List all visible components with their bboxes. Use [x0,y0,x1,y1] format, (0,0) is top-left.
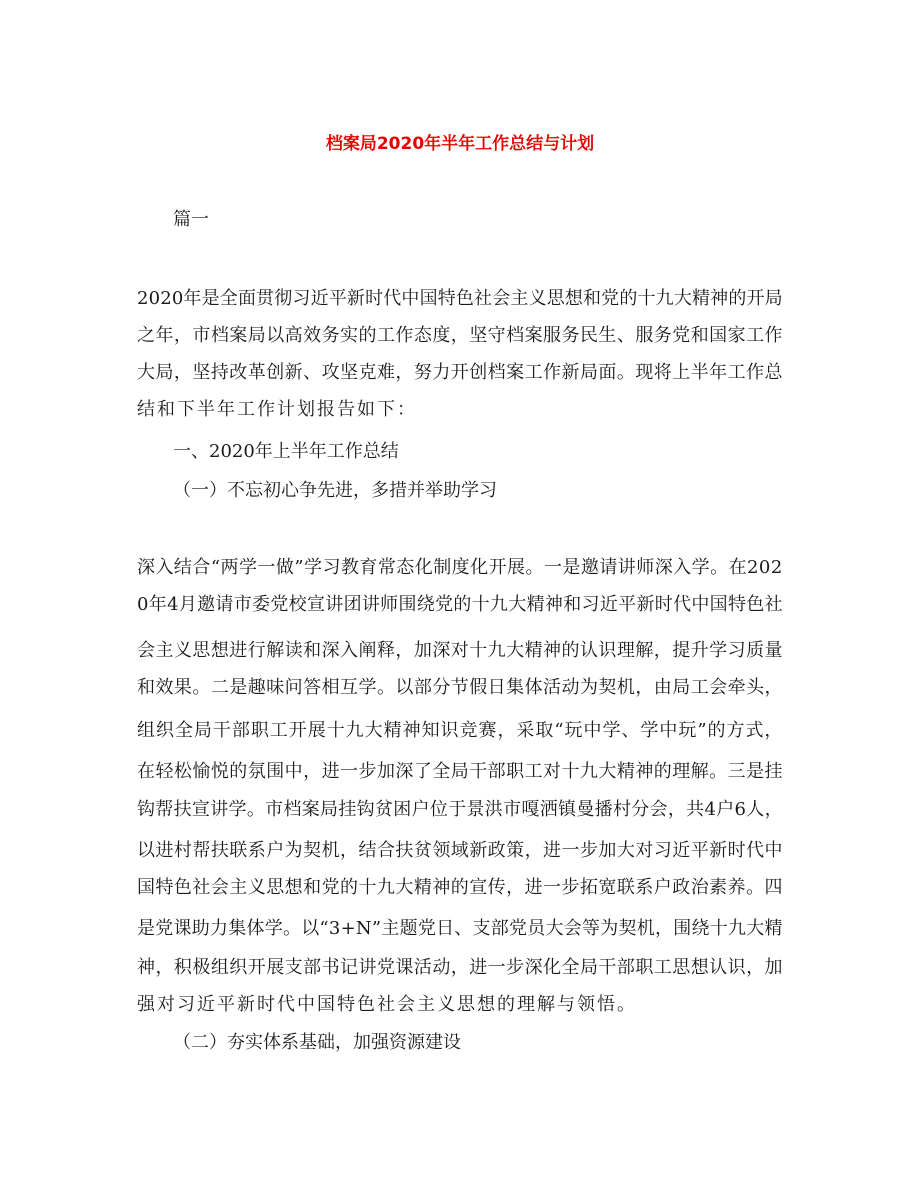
body-line-3: 会主义思想进行解读和深入阐释，加深对十九大精神的认识理解，提升学习质量 [137,640,783,661]
intro-line-1: 2020年是全面贯彻习近平新时代中国特色社会主义思想和党的十九大精神的开局 [137,288,783,309]
body-line-9: 国特色社会主义思想和党的十九大精神的宣传，进一步拓宽联系户政治素养。四 [137,877,783,898]
document-title: 档案局2020年半年工作总结与计划 [325,134,595,154]
body-line-5: 组织全局干部职工开展十九大精神知识竞赛，采取“玩中学、学中玩”的方式， [137,720,783,741]
body-line-11: 神，积极组织开展支部书记讲党课活动，进一步深化全局干部职工思想认识，加 [137,957,783,978]
body-line-2: 0年4月邀请市委党校宣讲团讲师围绕党的十九大精神和习近平新时代中国特色社 [137,594,783,615]
body-line-8: 以进村帮扶联系户为契机，结合扶贫领域新政策，进一步加大对习近平新时代中 [137,840,783,861]
body-line-6: 在轻松愉悦的氛围中，进一步加深了全局干部职工对十九大精神的理解。三是挂 [137,761,783,782]
heading-1: 一、2020年上半年工作总结 [173,441,399,462]
subheading-2: （二）夯实体系基础，加强资源建设 [173,1032,461,1053]
section-label: 篇一 [173,209,209,230]
intro-line-4: 结和下半年工作计划报告如下： [137,399,417,420]
subheading-1: （一）不忘初心争先进，多措并举助学习 [173,480,497,501]
intro-line-3: 大局，坚持改革创新、攻坚克难，努力开创档案工作新局面。现将上半年工作总 [137,362,783,383]
body-line-12: 强对习近平新时代中国特色社会主义思想的理解与领悟。 [137,994,637,1015]
body-line-1: 深入结合“两学一做”学习教育常态化制度化开展。一是邀请讲师深入学。在202 [137,557,783,578]
body-line-4: 和效果。二是趣味问答相互学。以部分节假日集体活动为契机，由局工会牵头， [137,677,783,698]
body-line-10: 是党课助力集体学。以“3+N”主题党日、支部党员大会等为契机，围绕十九大精 [137,918,783,939]
intro-line-2: 之年，市档案局以高效务实的工作态度，坚守档案服务民生、服务党和国家工作 [137,325,783,346]
body-line-7: 钩帮扶宣讲学。市档案局挂钩贫困户位于景洪市嘎洒镇曼播村分会，共4户6人， [137,799,783,820]
